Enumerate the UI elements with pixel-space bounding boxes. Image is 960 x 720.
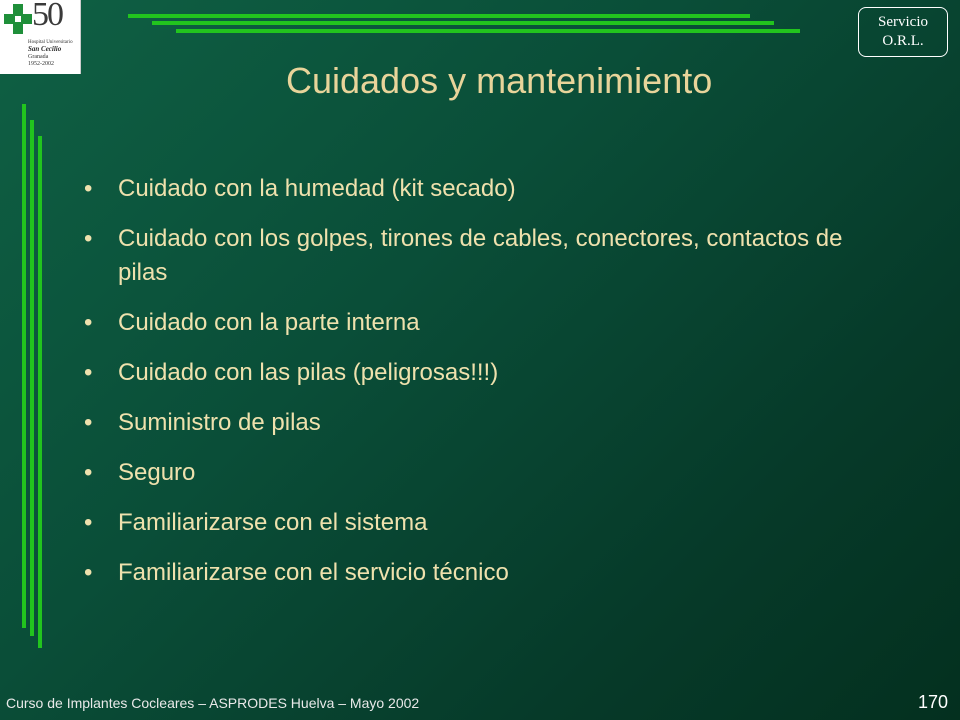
anniversary-number: 50 [32,0,62,33]
bullet-dot: • [84,409,93,436]
bullet-dot: • [84,359,93,386]
bullet-text: Cuidado con la parte interna [118,309,420,336]
bullet-item [84,222,864,290]
bullet-item [84,356,864,390]
hospital-logo [0,0,81,74]
top-accent-line-1 [128,14,750,18]
bullet-dot: • [84,459,93,486]
badge-line-2: O.R.L. [882,33,924,49]
page-number: 170 [918,692,949,712]
bullet-text: Cuidado con los golpes, tirones de cables, conectores, contactos de pilas [118,225,843,286]
bullet-text: Familiarizarse con el sistema [118,509,428,536]
left-accent-line-3 [38,136,42,648]
logo-line-2: San Cecilio [28,45,62,53]
logo-line-3: Granada [28,54,49,60]
bullet-dot: • [84,309,93,336]
bullet-dot: • [84,225,93,252]
logo-line-1: Hospital Universitario [28,40,73,45]
bullet-list [84,172,864,606]
bullet-text: Suministro de pilas [118,409,321,436]
bullet-item [84,406,864,440]
badge-line-1: Servicio [878,14,928,30]
left-accent-line-1 [22,104,26,628]
footer-text: Curso de Implantes Cocleares – ASPRODES Huelva – Mayo 2002 [6,695,420,711]
bullet-text: Seguro [118,459,196,486]
top-accent-line-2 [152,21,774,25]
bullet-item [84,306,864,340]
bullet-item [84,506,864,540]
service-badge [858,7,948,57]
left-accent-line-2 [30,120,34,636]
slide-title: Cuidados y mantenimiento [286,60,713,101]
top-accent-line-3 [176,29,800,33]
logo-line-4: 1952-2002 [28,61,54,67]
cross-icon [4,4,32,34]
bullet-text: Cuidado con las pilas (peligrosas!!!) [118,359,499,386]
bullet-text: Familiarizarse con el servicio técnico [118,559,509,586]
bullet-item [84,456,864,490]
bullet-item [84,556,864,590]
bullet-text: Cuidado con la humedad (kit secado) [118,175,516,202]
bullet-dot: • [84,509,93,536]
bullet-dot: • [84,175,93,202]
bullet-dot: • [84,559,93,586]
bullet-item [84,172,864,206]
